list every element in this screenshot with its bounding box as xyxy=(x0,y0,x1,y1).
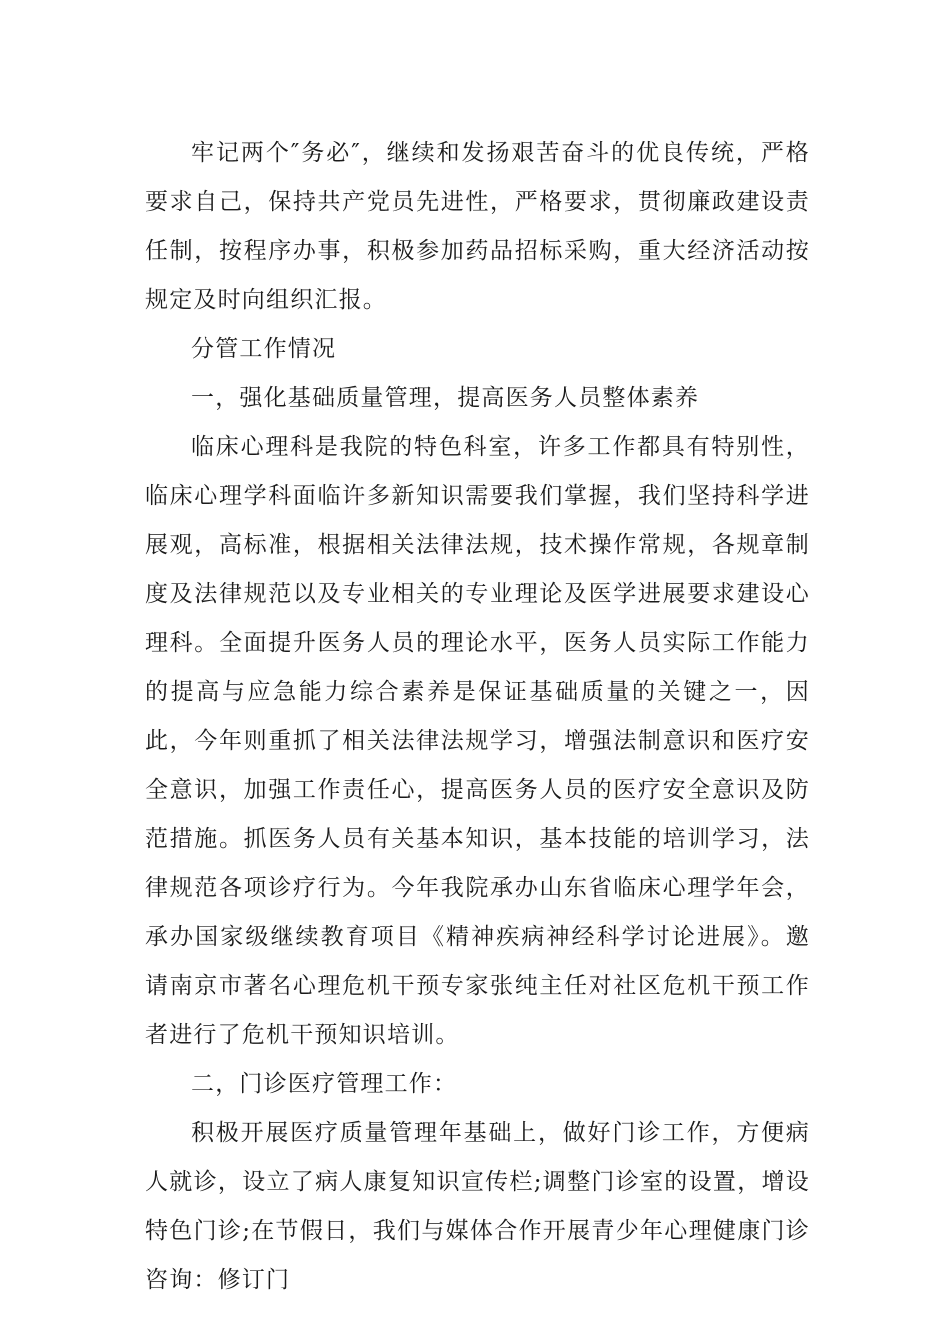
section-heading-responsibilities: 分管工作情况 xyxy=(191,336,337,362)
paragraph-integrity: 牢记两个″务必″，继续和发扬艰苦奋斗的优良传统，严格要求自己，保持共产党员先进性，严格要求，贯彻廉政建设责任制，按程序办事，积极参加药品招标采购，重大经济活动按规定及时向组织汇报。 xyxy=(145,140,810,313)
paragraph-outpatient: 积极开展医疗质量管理年基础上，做好门诊工作，方便病人就诊，设立了病人康复知识宣传栏;调整门诊室的设置，增设特色门诊;在节假日，我们与媒体合作开展青少年心理健康门诊咨询：修订门 xyxy=(145,1120,810,1293)
paragraph-clinical-psychology: 临床心理科是我院的特色科室，许多工作都具有特别性，临床心理学科面临许多新知识需要我们掌握，我们坚持科学进展观，高标准，根据相关法律法规，技术操作常规，各规章制度及法律规范以及专业相关的专业理论及医学进展要求建设心理科。全面提升医务人员的理论水平，医务人员实际工作能力的提高与应急能力综合素养是保证基础质量的关键之一，因此，今年则重抓了相关法律法规学习，增强法制意识和医疗安全意识，加强工作责任心，提高医务人员的医疗安全意识及防范措施。抓医务人员有关基本知识，基本技能的培训学习，法律规范各项诊疗行为。今年我院承办山东省临床心理学年会，承办国家级继续教育项目《精神疾病神经科学讨论进展》。邀请南京市著名心理危机干预专家张纯主任对社区危机干预工作者进行了危机干预知识培训。 xyxy=(145,434,810,1048)
section-heading-quality-management: 一，强化基础质量管理，提高医务人员整体素养 xyxy=(191,385,700,411)
section-heading-outpatient: 二，门诊医疗管理工作： xyxy=(191,1071,458,1097)
document-body xyxy=(145,129,810,1305)
